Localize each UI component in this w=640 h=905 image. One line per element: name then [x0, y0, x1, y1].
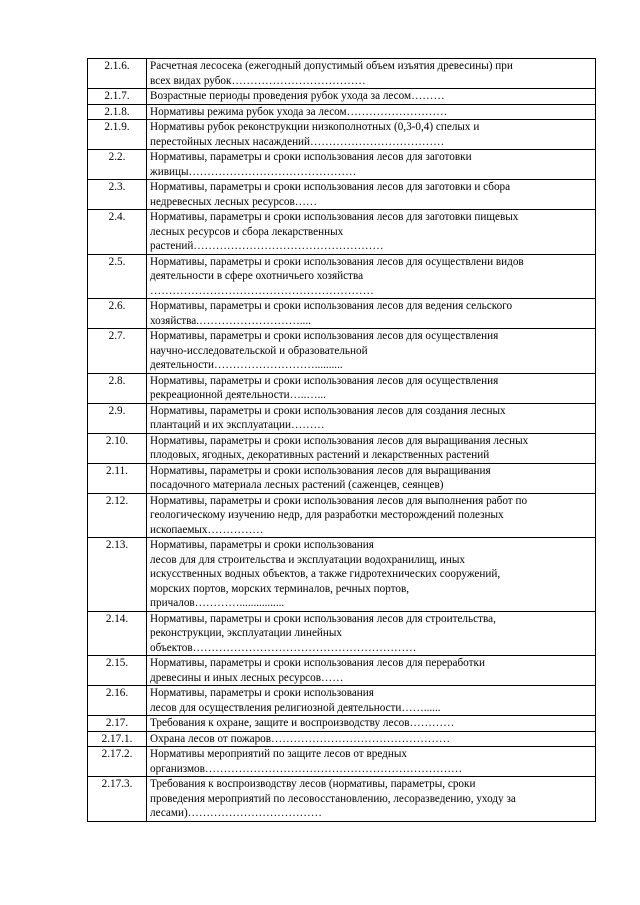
section-number: 2.16.	[88, 686, 147, 716]
contents-row	[88, 299, 596, 329]
section-number: 2.8.	[88, 373, 147, 403]
section-title: Нормативы, параметры и сроки использования лесов для осуществления религиозной деятельности……......	[147, 686, 596, 716]
section-title: Охрана лесов от пожаров…………………………………………	[147, 731, 596, 747]
section-number: 2.17.2.	[88, 747, 147, 777]
section-number: 2.3.	[88, 180, 147, 210]
section-title: Расчетная лесосека (ежегодный допустимый объем изъятия древесины) при всех видах рубок………………………………	[147, 59, 596, 89]
contents-row	[88, 373, 596, 403]
section-title: Нормативы, параметры и сроки использования лесов для выращивания лесных плодовых, ягодных, декоративных растений и лекарственных растений	[147, 433, 596, 463]
section-number: 2.10.	[88, 433, 147, 463]
section-number: 2.15.	[88, 656, 147, 686]
section-number: 2.17.	[88, 716, 147, 732]
contents-table-body	[88, 59, 596, 822]
contents-row	[88, 104, 596, 120]
contents-page	[87, 58, 596, 822]
contents-row	[88, 329, 596, 374]
section-title: Нормативы, параметры и сроки использования лесов для заготовки пищевых лесных ресурсов и сбора лекарственных растений……………………………………………	[147, 210, 596, 255]
section-number: 2.4.	[88, 210, 147, 255]
section-title: Нормативы, параметры и сроки использования лесов для выполнения работ по геологическому изучению недр, для разработки месторождений полезных ископаемых……………	[147, 493, 596, 538]
section-title: Нормативы, параметры и сроки использования лесов для для строительства и эксплуатации водохранилищ, иных искусственных водных объектов, а также гидротехнических сооружений, морских портов, морских терминалов, речных портов, причалов…………................	[147, 538, 596, 612]
contents-row	[88, 611, 596, 656]
section-title: Нормативы режима рубок ухода за лесом………………………	[147, 104, 596, 120]
section-title: Нормативы, параметры и сроки использования лесов для осуществления научно-исследовательской и образовательной деятельности………………………..........	[147, 329, 596, 374]
contents-row	[88, 538, 596, 612]
section-title: Нормативы, параметры и сроки использования лесов для заготовки и сбора недревесных лесных ресурсов……	[147, 180, 596, 210]
contents-row	[88, 656, 596, 686]
section-number: 2.6.	[88, 299, 147, 329]
contents-row	[88, 716, 596, 732]
section-number: 2.1.6.	[88, 59, 147, 89]
section-number: 2.13.	[88, 538, 147, 612]
section-number: 2.17.1.	[88, 731, 147, 747]
section-title: Возрастные периоды проведения рубок ухода за лесом………	[147, 89, 596, 105]
contents-row	[88, 150, 596, 180]
section-number: 2.5.	[88, 254, 147, 299]
contents-row	[88, 463, 596, 493]
contents-row	[88, 493, 596, 538]
section-number: 2.14.	[88, 611, 147, 656]
section-title: Требования к охране, защите и воспроизводству лесов…………	[147, 716, 596, 732]
contents-row	[88, 180, 596, 210]
contents-row	[88, 433, 596, 463]
section-title: Нормативы мероприятий по защите лесов от вредных организмов……………………………………………………………	[147, 747, 596, 777]
section-title: Нормативы, параметры и сроки использования лесов для ведения сельского хозяйства.………………………....	[147, 299, 596, 329]
contents-row	[88, 747, 596, 777]
section-title: Нормативы, параметры и сроки использования лесов для строительства, реконструкции, эксплуатации линейных объектов……………………………………………………	[147, 611, 596, 656]
section-number: 2.7.	[88, 329, 147, 374]
section-number: 2.12.	[88, 493, 147, 538]
contents-row	[88, 89, 596, 105]
section-title: Нормативы, параметры и сроки использования лесов для выращивания посадочного материала лесных растений (саженцев, сеянцев)	[147, 463, 596, 493]
contents-row	[88, 254, 596, 299]
contents-row	[88, 120, 596, 150]
contents-row	[88, 777, 596, 822]
contents-row	[88, 210, 596, 255]
section-title: Нормативы, параметры и сроки использования лесов для заготовки живицы………………………………………	[147, 150, 596, 180]
section-number: 2.1.9.	[88, 120, 147, 150]
section-number: 2.11.	[88, 463, 147, 493]
section-number: 2.17.3.	[88, 777, 147, 822]
contents-row	[88, 731, 596, 747]
section-title: Нормативы, параметры и сроки использования лесов для осуществления рекреационной деятельности…..…...	[147, 373, 596, 403]
section-title: Нормативы, параметры и сроки использования лесов для осуществлени видов деятельности в сфере охотничьего хозяйства ……………………………………………………	[147, 254, 596, 299]
section-number: 2.9.	[88, 403, 147, 433]
section-title: Нормативы рубок реконструкции низкополнотных (0,3-0,4) спелых и перестойных лесных насаждений………………………………	[147, 120, 596, 150]
contents-row	[88, 686, 596, 716]
section-number: 2.2.	[88, 150, 147, 180]
contents-table	[87, 58, 596, 822]
contents-row	[88, 59, 596, 89]
section-title: Нормативы, параметры и сроки использования лесов для создания лесных плантаций и их эксплуатации………	[147, 403, 596, 433]
section-title: Нормативы, параметры и сроки использования лесов для переработки древесины и иных лесных ресурсов……	[147, 656, 596, 686]
section-title: Требования к воспроизводству лесов (нормативы, параметры, сроки проведения мероприятий по лесовосстановлению, лесоразведению, уходу за лесами)………………………………	[147, 777, 596, 822]
contents-row	[88, 403, 596, 433]
section-number: 2.1.8.	[88, 104, 147, 120]
section-number: 2.1.7.	[88, 89, 147, 105]
